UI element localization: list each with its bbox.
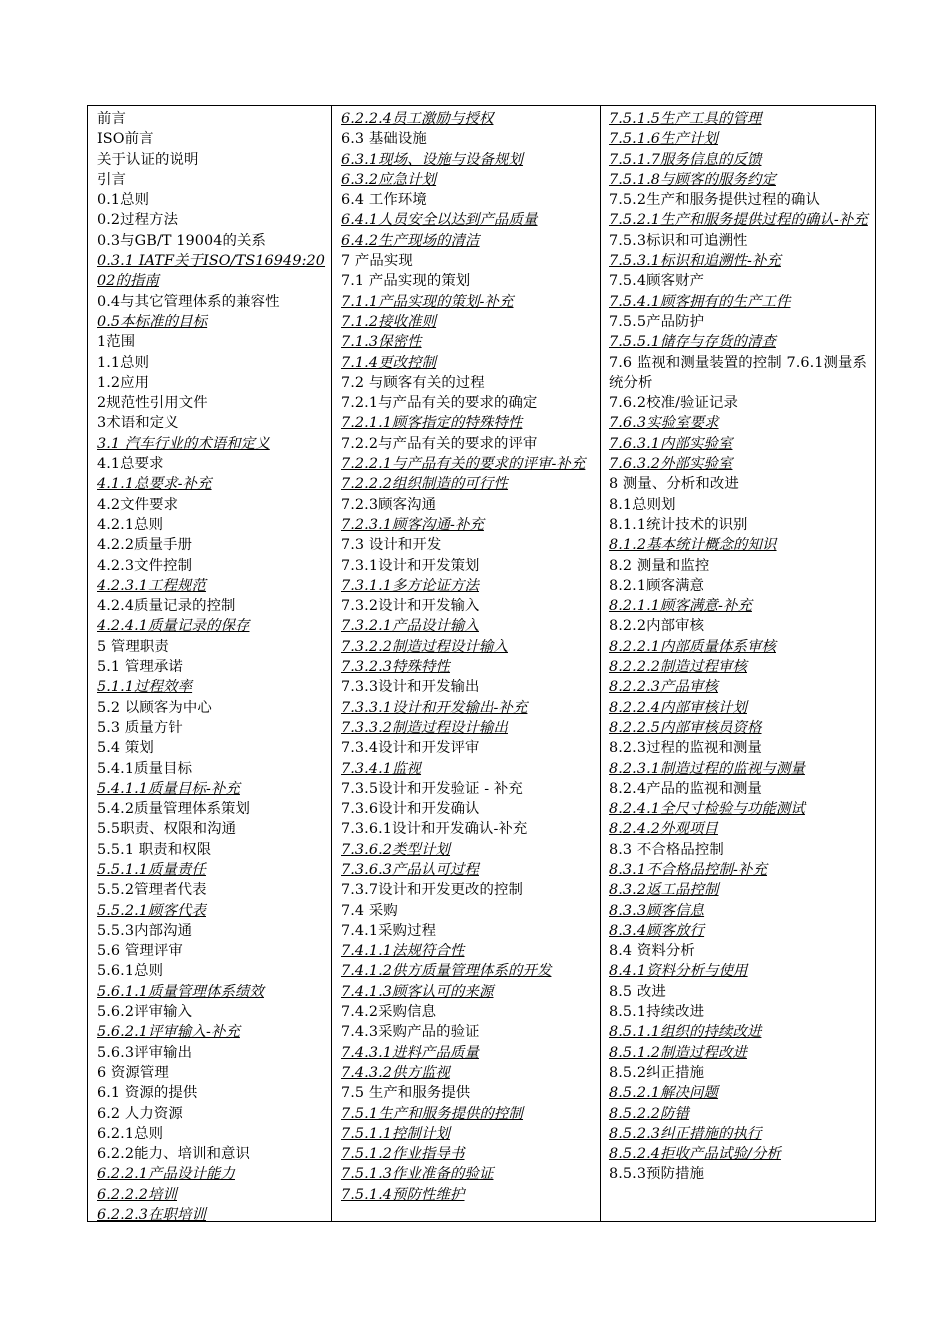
toc-entry: 8.1总则划: [609, 496, 676, 513]
toc-entry: 8.2.1顾客满意: [609, 577, 705, 594]
toc-entry: 7.5.1.1控制计划: [341, 1125, 451, 1142]
toc-entry: 8.3.2返工品控制: [609, 882, 719, 899]
toc-entry: 5.4.2质量管理体系策划: [97, 801, 251, 818]
toc-column-2: [332, 106, 601, 1221]
toc-entry: 8.5.1.2制造过程改进: [609, 1044, 747, 1061]
toc-entry: 7.3.4.1监视: [341, 760, 422, 777]
toc-entry: 8.5.2.1解决问题: [609, 1085, 719, 1102]
toc-entry: 6.2.2能力、培训和意识: [97, 1146, 251, 1163]
toc-entry: 6.2.2.3在职培训: [97, 1207, 207, 1221]
toc-entry: 5 管理职责: [97, 638, 169, 655]
toc-entry: 7.6.2校准/验证记录: [609, 395, 739, 412]
toc-entry: 7.4.3采购产品的验证: [341, 1024, 480, 1041]
toc-entry: 7.2.3顾客沟通: [341, 496, 437, 513]
toc-entry: 7.2.1与产品有关的要求的确定: [341, 395, 538, 412]
toc-entry: 8.2.2.4内部审核计划: [609, 699, 747, 716]
toc-entry: 5.6.1.1质量管理体系绩效: [97, 983, 264, 1000]
toc-entry: 4.2.3文件控制: [97, 557, 193, 574]
toc-entry: 前言: [97, 111, 126, 127]
toc-entry: 7.3.7设计和开发更改的控制: [341, 882, 524, 899]
toc-entry: 7.3 设计和开发: [341, 537, 442, 554]
toc-entry: 8.2.4产品的监视和测量: [609, 780, 763, 797]
toc-entry: 5.6.3评审输出: [97, 1044, 193, 1061]
toc-entry: 8 测量、分析和改进: [609, 476, 739, 493]
toc-entry: 7.5.1.2作业指导书: [341, 1146, 465, 1163]
toc-entry: 6.2.2.2培训: [97, 1186, 178, 1203]
toc-entry: 4.2文件要求: [97, 496, 179, 513]
toc-entry: 7.2.3.1顾客沟通-补充: [341, 516, 484, 533]
toc-entry: 8.5.1持续改进: [609, 1004, 705, 1021]
toc-entry: 0.3.1 IATF关于ISO/TS16949:2002的指南: [97, 253, 326, 290]
toc-entry: 7.5.3标识和可追溯性: [609, 232, 748, 249]
toc-entry: 4.2.4.1质量记录的保存: [97, 618, 250, 635]
toc-entry: 6.3.1现场、设施与设备规划: [341, 151, 524, 168]
toc-entry: 6.2.1总则: [97, 1125, 164, 1142]
toc-entry: 7.5.1.4预防性维护: [341, 1186, 465, 1203]
toc-entry: 5.4.1.1质量目标-补充: [97, 780, 240, 797]
toc-entry: 8.5.2纠正措施: [609, 1064, 705, 1081]
toc-entry: 6 资源管理: [97, 1064, 169, 1081]
toc-entry: 5.5.2管理者代表: [97, 882, 207, 899]
toc-entry: 7.4.1.2供方质量管理体系的开发: [341, 963, 552, 980]
toc-entry: 7.5.1.3作业准备的验证: [341, 1166, 494, 1183]
toc-entry: 8.5.2.3纠正措施的执行: [609, 1125, 762, 1142]
toc-column-1: [88, 106, 332, 1221]
toc-entry: 7.3.3设计和开发输出: [341, 679, 480, 696]
toc-entry: 5.6.1总则: [97, 963, 164, 980]
toc-entry: 5.6.2评审输入: [97, 1004, 193, 1021]
toc-entry: 7.1.2接收准则: [341, 313, 437, 330]
toc-entry: 8.5.2.2防错: [609, 1105, 690, 1122]
toc-entry: 7.6.3.1内部实验室: [609, 435, 733, 452]
toc-entry: 7.5.5.1储存与存货的清查: [609, 334, 776, 351]
toc-entry: 8.2.1.1顾客满意-补充: [609, 598, 752, 615]
toc-entry: 7.3.3.2制造过程设计输出: [341, 719, 508, 736]
toc-entry: 7.1.3保密性: [341, 334, 422, 351]
toc-entry: 7.5.1.8与顾客的服务约定: [609, 171, 776, 188]
toc-entry: 0.1总则: [97, 192, 150, 209]
toc-entry: 8.2 测量和监控: [609, 557, 710, 574]
toc-entry: 7.5.2.1生产和服务提供过程的确认-补充: [609, 212, 868, 229]
toc-entry: 7.4.3.2供方监视: [341, 1064, 451, 1081]
toc-entry: 7.2.2.1与产品有关的要求的评审-补充: [341, 456, 586, 473]
toc-entry: 0.2过程方法: [97, 212, 179, 229]
toc-entry: 7.5.4顾客财产: [609, 273, 705, 290]
toc-entry: 8.2.2.1内部质量体系审核: [609, 638, 776, 655]
toc-entry: 4.2.4质量记录的控制: [97, 598, 236, 615]
toc-entry: 7.3.2设计和开发输入: [341, 598, 480, 615]
toc-entry: 6.2.2.1产品设计能力: [97, 1166, 235, 1183]
toc-entry: 6.4.2生产现场的清洁: [341, 232, 480, 249]
toc-entry: 关于认证的说明: [97, 151, 199, 168]
toc-entry: 7.3.6.2类型计划: [341, 841, 451, 858]
toc-entry: 7.3.1设计和开发策划: [341, 557, 480, 574]
toc-entry: 7.3.2.1产品设计输入: [341, 618, 479, 635]
toc-entry: 7.5.1.6生产计划: [609, 131, 719, 148]
toc-entry: 7.6.3.2外部实验室: [609, 456, 733, 473]
toc-entry: 4.2.2质量手册: [97, 537, 193, 554]
toc-entry: 7.3.2.3特殊特性: [341, 659, 451, 676]
toc-entry: 5.1.1过程效率: [97, 679, 193, 696]
toc-entry: 7.6 监视和测量装置的控制 7.6.1测量系统分析: [609, 354, 868, 391]
toc-entry: 8.5.3预防措施: [609, 1166, 705, 1183]
toc-entry: 8.5 改进: [609, 983, 666, 1000]
toc-entry: 8.2.2.3产品审核: [609, 679, 719, 696]
toc-entry: 6.4 工作环境: [341, 192, 427, 209]
toc-entry: 8.5.2.4拒收产品试验/分析: [609, 1146, 781, 1163]
toc-entry: 5.6.2.1评审输入-补充: [97, 1024, 240, 1041]
toc-entry: ISO前言: [97, 131, 154, 148]
toc-entry: 6.2 人力资源: [97, 1105, 183, 1122]
toc-entry: 6.1 资源的提供: [97, 1085, 198, 1102]
toc-entry: 8.1.1统计技术的识别: [609, 516, 748, 533]
toc-entry: 7.1.1产品实现的策划-补充: [341, 293, 514, 310]
toc-entry: 8.2.3.1制造过程的监视与测量: [609, 760, 805, 777]
toc-entry: 1.2应用: [97, 374, 150, 391]
toc-entry: 7.4.1.1法规符合性: [341, 943, 465, 960]
toc-entry: 7.2 与顾客有关的过程: [341, 374, 485, 391]
toc-entry: 5.5.1.1质量责任: [97, 861, 207, 878]
toc-entry: 8.5.1.1组织的持续改进: [609, 1024, 762, 1041]
toc-entry: 0.3与GB/T 19004的关系: [97, 232, 267, 249]
toc-entry: 7.5.2生产和服务提供过程的确认: [609, 192, 821, 209]
toc-entry: 7.5.4.1顾客拥有的生产工件: [609, 293, 791, 310]
toc-entry: 7 产品实现: [341, 253, 413, 270]
toc-entry: 7.5 生产和服务提供: [341, 1085, 471, 1102]
toc-entry: 8.2.2内部审核: [609, 618, 705, 635]
toc-entry: 5.4.1质量目标: [97, 760, 193, 777]
toc-entry: 5.5.3内部沟通: [97, 922, 193, 939]
toc-entry: 1范围: [97, 334, 136, 351]
toc-entry: 7.5.5产品防护: [609, 313, 705, 330]
toc-entry: 7.1 产品实现的策划: [341, 273, 471, 290]
toc-entry: 7.4.1.3顾客认可的来源: [341, 983, 494, 1000]
toc-entry: 7.2.1.1顾客指定的特殊特性: [341, 415, 523, 432]
toc-entry: 4.2.1总则: [97, 516, 164, 533]
toc-entry: 6.2.2.4员工激励与授权: [341, 111, 494, 127]
toc-entry: 8.3.1不合格品控制-补充: [609, 861, 768, 878]
toc-column-3: [601, 106, 875, 1221]
toc-entry: 8.4 资料分析: [609, 943, 695, 960]
toc-entry: 7.3.4设计和开发评审: [341, 740, 480, 757]
toc-entry: 7.4.2采购信息: [341, 1004, 437, 1021]
toc-entry: 7.3.1.1多方论证方法: [341, 577, 479, 594]
toc-entry: 0.5本标准的目标: [97, 313, 208, 330]
toc-entry: 6.3.2应急计划: [341, 171, 437, 188]
toc-entry: 7.4 采购: [341, 902, 398, 919]
toc-entry: 8.1.2基本统计概念的知识: [609, 537, 777, 554]
toc-entry: 7.6.3实验室要求: [609, 415, 719, 432]
toc-entry: 8.2.2.5内部审核员资格: [609, 719, 762, 736]
toc-entry: 0.4与其它管理体系的兼容性: [97, 293, 280, 310]
toc-entry: 5.1 管理承诺: [97, 659, 183, 676]
toc-entry: 3术语和定义: [97, 415, 179, 432]
toc-entry: 7.4.3.1进料产品质量: [341, 1044, 479, 1061]
toc-entry: 7.4.1采购过程: [341, 922, 437, 939]
toc-entry: 7.5.1生产和服务提供的控制: [341, 1105, 524, 1122]
toc-entry: 7.5.3.1标识和追溯性-补充: [609, 253, 781, 270]
toc-entry: 5.5职责、权限和沟通: [97, 821, 237, 838]
toc-entry: 8.2.2.2制造过程审核: [609, 659, 747, 676]
toc-entry: 7.3.6设计和开发确认: [341, 801, 480, 818]
toc-entry: 3.1 汽车行业的术语和定义: [97, 435, 270, 452]
toc-entry: 8.2.4.2外观项目: [609, 821, 719, 838]
toc-entry: 1.1总则: [97, 354, 150, 371]
toc-entry: 引言: [97, 171, 126, 188]
toc-entry: 8.4.1资料分析与使用: [609, 963, 748, 980]
toc-entry: 8.2.3过程的监视和测量: [609, 740, 763, 757]
toc-entry: 5.3 质量方针: [97, 719, 183, 736]
toc-entry: 4.1.1总要求-补充: [97, 476, 212, 493]
toc-entry: 7.2.2.2组织制造的可行性: [341, 476, 508, 493]
toc-entry: 8.3.3顾客信息: [609, 902, 705, 919]
toc-table: [87, 105, 876, 1222]
toc-entry: 7.2.2与产品有关的要求的评审: [341, 435, 538, 452]
toc-entry: 5.5.2.1顾客代表: [97, 902, 207, 919]
toc-entry: 5.2 以顾客为中心: [97, 699, 212, 716]
toc-entry: 2规范性引用文件: [97, 395, 208, 412]
toc-entry: 6.3 基础设施: [341, 131, 427, 148]
toc-entry: 8.3 不合格品控制: [609, 841, 724, 858]
toc-entry: 4.1总要求: [97, 456, 164, 473]
toc-entry: 7.3.6.1设计和开发确认-补充: [341, 821, 528, 838]
toc-entry: 5.4 策划: [97, 740, 154, 757]
toc-entry: 7.3.2.2制造过程设计输入: [341, 638, 508, 655]
toc-entry: 7.3.6.3产品认可过程: [341, 861, 479, 878]
toc-entry: 5.6 管理评审: [97, 943, 183, 960]
toc-entry: 6.4.1人员安全以达到产品质量: [341, 212, 538, 229]
toc-entry: 7.5.1.7服务信息的反馈: [609, 151, 762, 168]
toc-entry: 4.2.3.1工程规范: [97, 577, 207, 594]
toc-entry: 8.2.4.1全尺寸检验与功能测试: [609, 801, 805, 818]
toc-entry: 7.1.4更改控制: [341, 354, 437, 371]
toc-entry: 8.3.4顾客放行: [609, 922, 705, 939]
toc-entry: 7.3.3.1设计和开发输出-补充: [341, 699, 528, 716]
toc-entry: 7.3.5设计和开发验证 - 补充: [341, 780, 523, 797]
toc-entry: 7.5.1.5生产工具的管理: [609, 111, 762, 127]
toc-entry: 5.5.1 职责和权限: [97, 841, 212, 858]
